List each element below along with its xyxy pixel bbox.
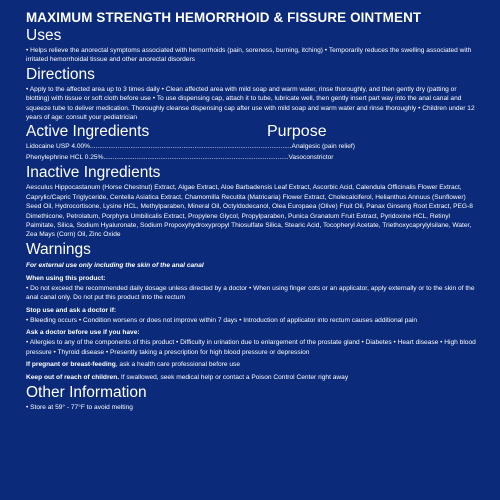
inactive-ingredients-text: Aesculus Hippocastanum (Horse Chestnut) Extract, Algae Extract, Aloe Barbadensis Leaf Extract, Ascorbic Acid, Calendula Officinalis Flower Extract, Caprylic/Capric Triglyceride, Centella Asiatica Extract, Chamomilla Recutita (Matricaria) Flower Extract, Cholecalciferol, Helianthus Annuus (Sunflower) Seed Oil, Hydrocortisone, Lysine HCL, Methylparaben, Mineral Oil, Octyldodecanol, Olea Europaea (Olive) Fruit Oil, Panax Ginseng Root Extract, PEG-8 Dimethicone, Petrolatum, Porphyra Umbilicalis Extract, Propylene Glycol, Propylparaben, Punica Granatum Fruit Extract, Pyridoxine HCL, Retinyl Palmitate, Silica, Sodium Hyaluronate, Sodium Propoxyhydroxypropyl Thiosulfate Silica, Stearic Acid, Tocopheryl Acetate, Triethoxycaprylylsilane, Water, Zea Mays (Corn) Oil, Zinc Oxide — [26, 184, 473, 239]
ingredient-name: Lidocaine USP 4.00% — [26, 143, 91, 151]
ingredient-purpose: Analgesic (pain relief) — [291, 143, 355, 151]
directions-text: • Apply to the affected area up to 3 times daily • Clean affected area with mild soap and warm water, rinse thoroughly, and then gently dry (patting or blotting) with tissue or soft cloth before use • To use dispensing cap, attach it to tube, lubricate well, then gently insert part way into the anal canal and squeeze tube to deliver medication. Thoroughly cleanse dispensing cap after use with mild soap and warm water and rinse thoroughly • Children under 12 years of age: consult your pediatrician — [26, 85, 475, 122]
product-title: MAXIMUM STRENGTH HEMORRHOID & FISSURE OINTMENT — [26, 10, 422, 25]
stop-use-heading: Stop use and ask a doctor if: — [26, 306, 117, 314]
when-using-heading: When using this product: — [26, 274, 106, 282]
pregnancy-warning — [26, 359, 500, 370]
ask-doctor-heading: Ask a doctor before use if you have: — [26, 329, 140, 337]
external-use-warning: For external use only including the skin of the anal canal — [26, 261, 204, 269]
ask-doctor-text: • Allergies to any of the components of this product • Difficulty in urination due to enlargement of the prostate gland • Diabetes • Heart disease • High blood pressure • Thyroid disease • Presently taking a prescription for high blood pressure or depression — [26, 339, 476, 356]
pregnancy-bold: If pregnant or breast-feeding — [26, 360, 116, 368]
ingredient-purpose: Vasoconstrictor — [288, 154, 334, 162]
children-bold: Keep out of reach of children. — [26, 373, 120, 381]
active-ingredient-row — [26, 141, 476, 152]
purpose-heading: Purpose — [267, 123, 327, 141]
other-information-heading: Other Information — [26, 383, 147, 401]
children-text: If swallowed, seek medical help or contact a Poison Control Center right away — [119, 373, 349, 381]
inactive-ingredients-heading: Inactive Ingredients — [26, 164, 161, 182]
leader-dots: .............................................................................................................. — [90, 143, 292, 151]
when-using-text: • Do not exceed the recommended daily dosage unless directed by a doctor • When using finger cots or an applicator, apply externally or to the skin of the anal canal only. Do not put this product into the rectum — [26, 284, 475, 302]
active-ingredients-header — [26, 123, 500, 141]
warnings-heading: Warnings — [26, 240, 91, 258]
pregnancy-text: , ask a health care professional before use — [115, 360, 241, 368]
uses-heading: Uses — [26, 27, 62, 44]
uses-text: • Helps relieve the anorectal symptoms associated with hemorrhoids (pain, soreness, burning, itching) • Temporarily reduces the swelling associated with irritated hemorrhoidal tissue and other anorectal disorders — [26, 47, 472, 64]
directions-heading: Directions — [26, 65, 95, 83]
active-ingredient-row — [26, 152, 476, 163]
leader-dots: ..................................................................................................... — [103, 154, 289, 162]
ingredient-name: Phenylephrine HCL 0.25% — [26, 154, 104, 162]
active-ingredients-heading: Active Ingredients — [26, 123, 150, 141]
stop-use-text: • Bleeding occurs • Condition worsens or does not improve within 7 days • Introduction of applicator into rectum causes additional pain — [26, 316, 418, 324]
other-information-text: • Store at 59° - 77°F to avoid melting — [26, 403, 133, 411]
children-warning — [26, 372, 500, 383]
